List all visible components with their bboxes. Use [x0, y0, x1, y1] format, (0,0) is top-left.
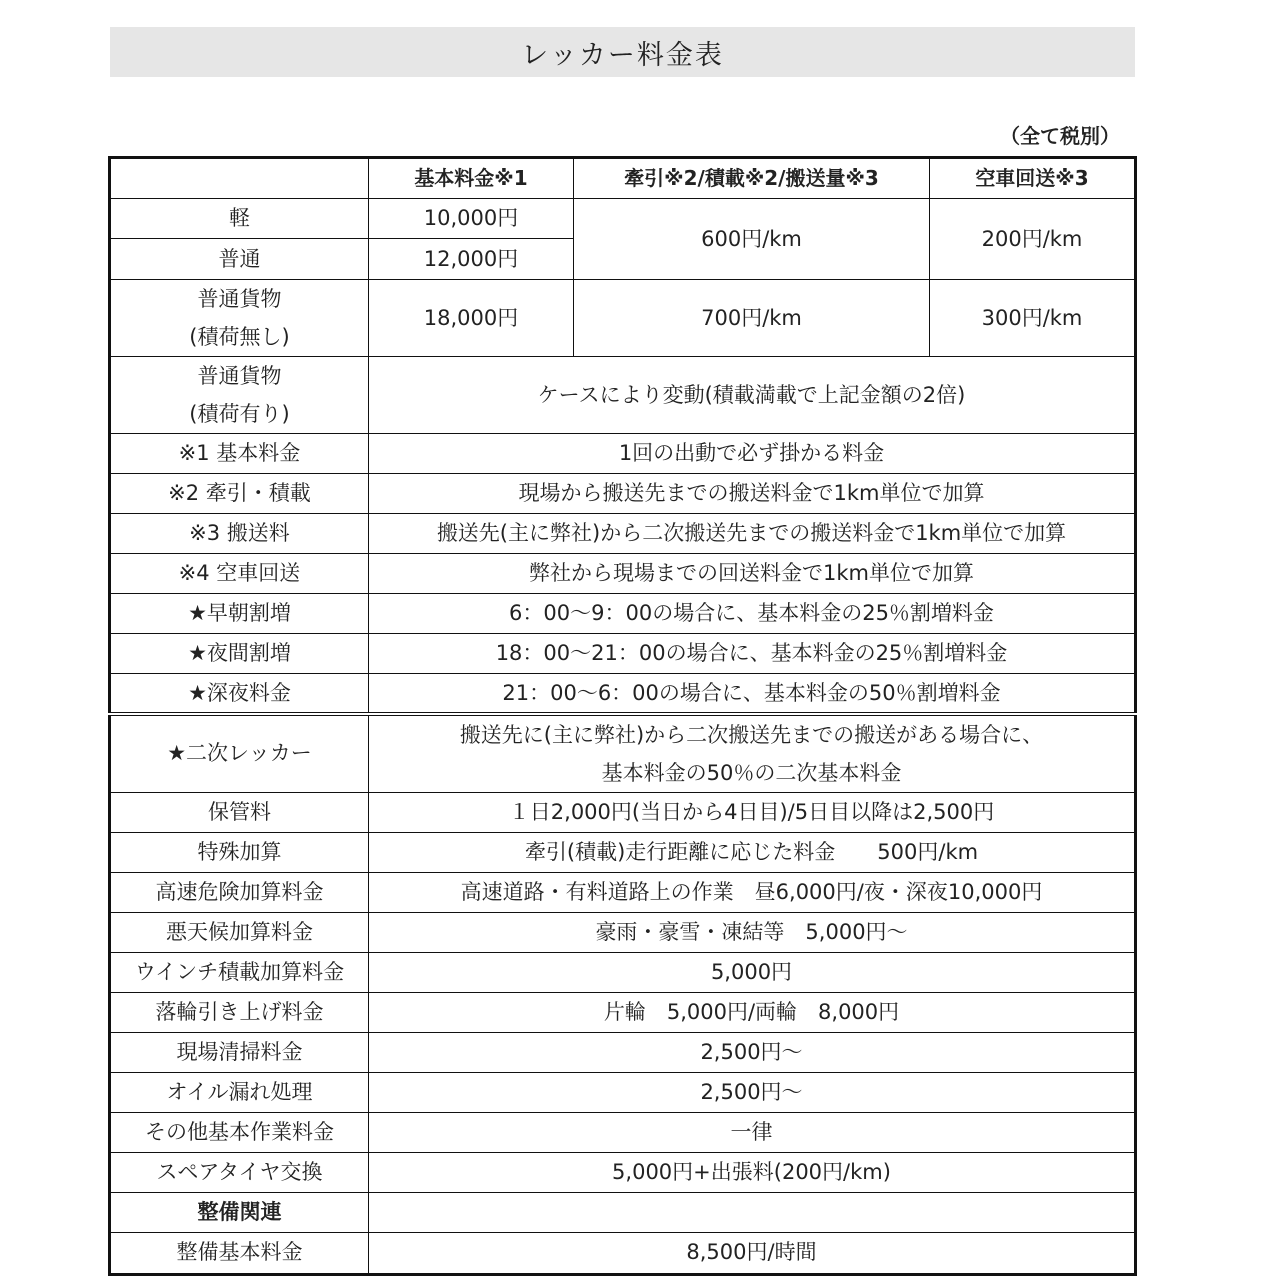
- surcharge-value: 18：00～21：00の場合に、基本料金の25％割増料金: [369, 634, 1136, 674]
- note-value: 搬送先(主に弊社)から二次搬送先までの搬送料金で1km単位で加算: [369, 514, 1136, 554]
- cargo-empty-label-line2: (積荷無し): [189, 325, 290, 349]
- note-label: ※1 基本料金: [110, 434, 369, 474]
- table-row: [110, 1032, 1136, 1072]
- vehicle-kei-base: 10,000円: [369, 199, 574, 239]
- fee-value: 片輪 5,000円/両輪 8,000円: [369, 992, 1136, 1032]
- price-table: [108, 156, 1137, 1276]
- table-row: [110, 280, 1136, 357]
- kei-futsu-empty-rate: 200円/km: [930, 199, 1136, 280]
- maintenance-section-empty: [369, 1192, 1136, 1232]
- fee-value: 牽引(積載)走行距離に応じた料金 500円/km: [369, 832, 1136, 872]
- note-label: ※4 空車回送: [110, 554, 369, 594]
- note-label: ※3 搬送料: [110, 514, 369, 554]
- cargo-loaded-label-line2: (積荷有り): [189, 402, 290, 426]
- table-row: [110, 674, 1136, 714]
- table-row: [110, 199, 1136, 239]
- cargo-loaded-label: [110, 357, 369, 434]
- surcharge-label: ★深夜料金: [110, 674, 369, 714]
- table-row: [110, 474, 1136, 514]
- cargo-loaded-label-line1: 普通貨物: [197, 364, 282, 388]
- vehicle-futsu-label: 普通: [110, 239, 369, 280]
- fee-value: 5,000円: [369, 952, 1136, 992]
- cargo-empty-label-line1: 普通貨物: [197, 287, 282, 311]
- fee-label: 高速危険加算料金: [110, 872, 369, 912]
- fee-label: 落輪引き上げ料金: [110, 992, 369, 1032]
- table-row: [110, 434, 1136, 474]
- cargo-loaded-value: ケースにより変動(積載満載で上記金額の2倍): [369, 357, 1136, 434]
- cargo-empty-label: [110, 280, 369, 357]
- vehicle-kei-label: 軽: [110, 199, 369, 239]
- table-row: [110, 872, 1136, 912]
- surcharge-label: ★夜間割増: [110, 634, 369, 674]
- table-row: [110, 792, 1136, 832]
- surcharge-label: ★早朝割増: [110, 594, 369, 634]
- note-value: 弊社から現場までの回送料金で1km単位で加算: [369, 554, 1136, 594]
- note-label: ※2 牽引・積載: [110, 474, 369, 514]
- fee-value: 高速道路・有料道路上の作業 昼6,000円/夜・深夜10,000円: [369, 872, 1136, 912]
- table-row: [110, 514, 1136, 554]
- table-row: [110, 594, 1136, 634]
- cargo-empty-empty-rate: 300円/km: [930, 280, 1136, 357]
- table-row: [110, 1192, 1136, 1232]
- vehicle-futsu-base: 12,000円: [369, 239, 574, 280]
- note-value: 現場から搬送先までの搬送料金で1km単位で加算: [369, 474, 1136, 514]
- table-row: [110, 714, 1136, 793]
- maintenance-value: 8,500円/時間: [369, 1232, 1136, 1274]
- table-row: [110, 912, 1136, 952]
- table-row: [110, 832, 1136, 872]
- fee-value: １日2,000円(当日から4日目)/5日目以降は2,500円: [369, 792, 1136, 832]
- fee-value: 豪雨・豪雪・凍結等 5,000円～: [369, 912, 1136, 952]
- page-title: レッカー料金表: [110, 27, 1135, 77]
- fee-value: 一律: [369, 1112, 1136, 1152]
- fee-label: 悪天候加算料金: [110, 912, 369, 952]
- table-row: [110, 357, 1136, 434]
- fee-label: オイル漏れ処理: [110, 1072, 369, 1112]
- fee-label: 特殊加算: [110, 832, 369, 872]
- fee-label: 保管料: [110, 792, 369, 832]
- header-base-fee: 基本料金※1: [369, 158, 574, 199]
- table-row: [110, 1072, 1136, 1112]
- header-row: [110, 158, 1136, 199]
- table-row: [110, 992, 1136, 1032]
- note-value: 1回の出動で必ず掛かる料金: [369, 434, 1136, 474]
- fee-label: ウインチ積載加算料金: [110, 952, 369, 992]
- cargo-empty-base: 18,000円: [369, 280, 574, 357]
- maintenance-label: 整備基本料金: [110, 1232, 369, 1274]
- table-row: [110, 634, 1136, 674]
- secondary-value-line2: 基本料金の50％の二次基本料金: [601, 760, 902, 785]
- table-row: [110, 554, 1136, 594]
- table-row: [110, 1232, 1136, 1274]
- header-empty: [110, 158, 369, 199]
- tax-note: （全て税別）: [1000, 124, 1120, 148]
- header-empty-return: 空車回送※3: [930, 158, 1136, 199]
- secondary-value: [369, 714, 1136, 793]
- table-row: [110, 952, 1136, 992]
- header-tow-load: 牽引※2/積載※2/搬送量※3: [574, 158, 930, 199]
- fee-label: 現場清掃料金: [110, 1032, 369, 1072]
- fee-value: 5,000円+出張料(200円/km): [369, 1152, 1136, 1192]
- fee-label: その他基本作業料金: [110, 1112, 369, 1152]
- fee-value: 2,500円～: [369, 1072, 1136, 1112]
- table-row: [110, 1112, 1136, 1152]
- secondary-label: ★二次レッカー: [110, 714, 369, 793]
- table-row: [110, 1152, 1136, 1192]
- surcharge-value: 6：00～9：00の場合に、基本料金の25％割増料金: [369, 594, 1136, 634]
- fee-value: 2,500円～: [369, 1032, 1136, 1072]
- maintenance-section-label: 整備関連: [110, 1192, 369, 1232]
- secondary-value-line1: 搬送先に(主に弊社)から二次搬送先までの搬送がある場合に、: [459, 722, 1044, 747]
- kei-futsu-tow-rate: 600円/km: [574, 199, 930, 280]
- cargo-empty-tow-rate: 700円/km: [574, 280, 930, 357]
- fee-label: スペアタイヤ交換: [110, 1152, 369, 1192]
- surcharge-value: 21：00～6：00の場合に、基本料金の50％割増料金: [369, 674, 1136, 714]
